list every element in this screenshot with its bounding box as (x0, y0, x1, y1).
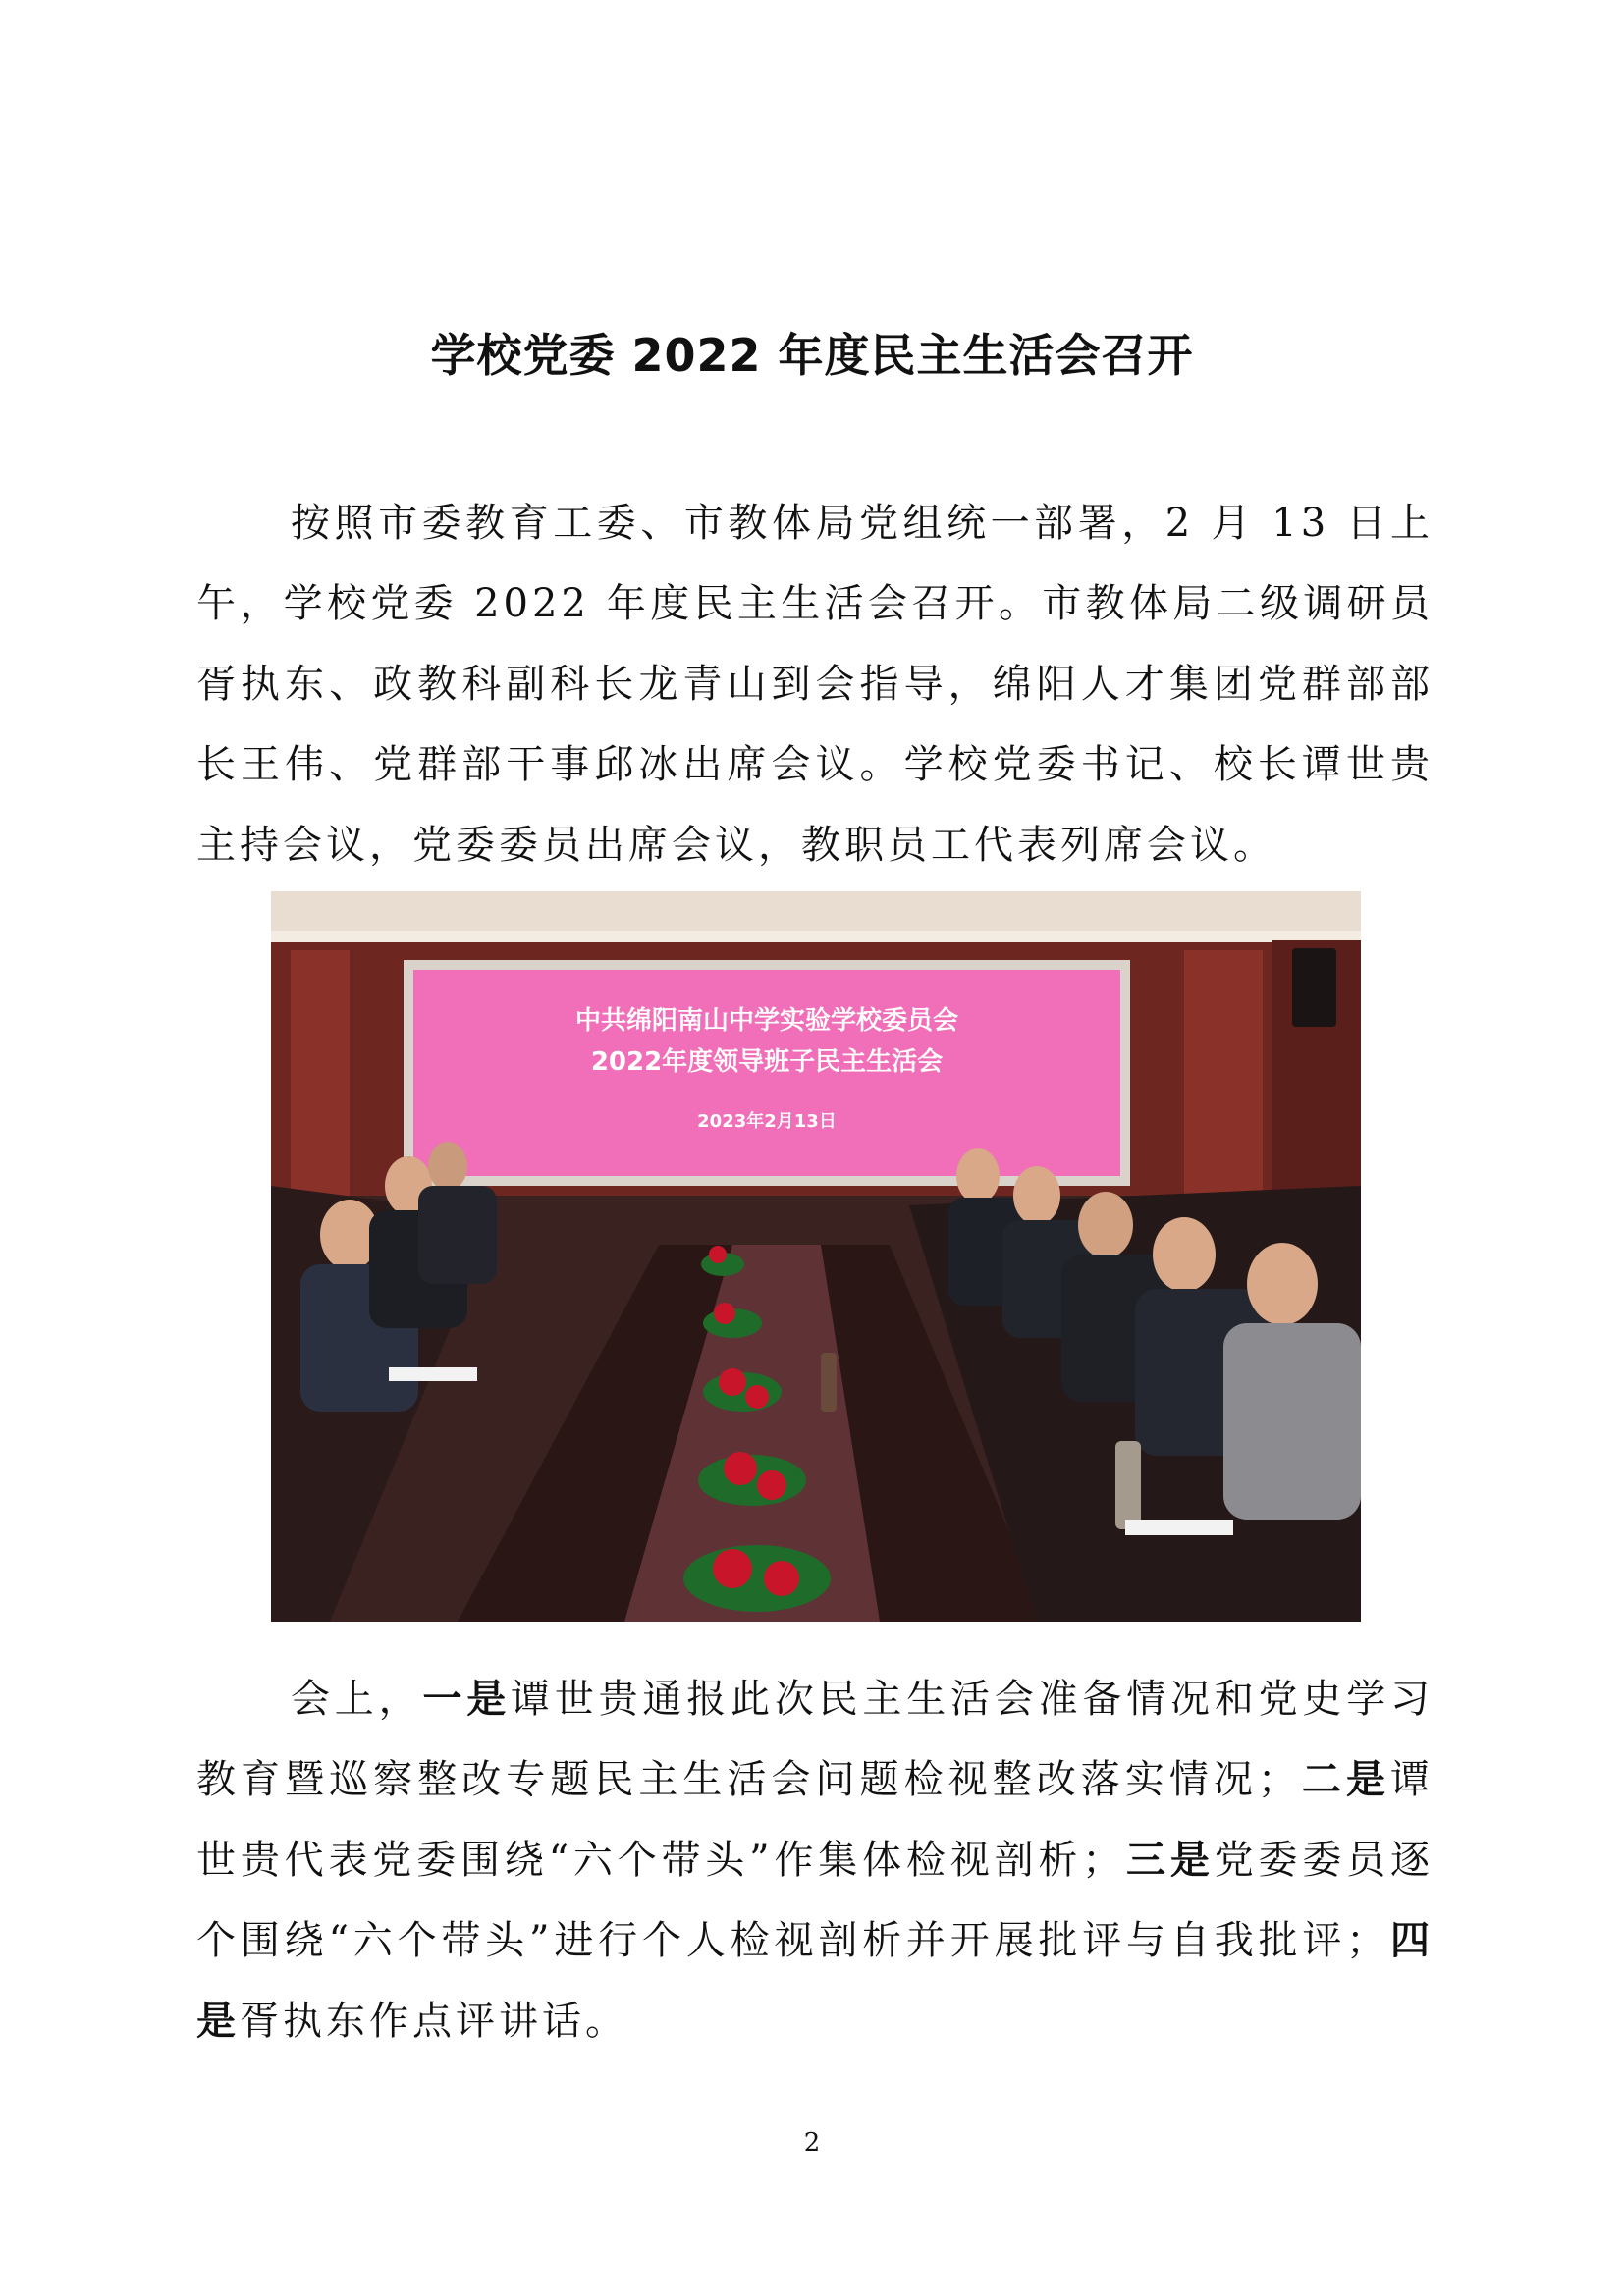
paragraph-1: 按照市委教育工委、市教体局党组统一部署，2 月 13 日上午，学校党委 2022 年度民主生活会召开。市教体局二级调研员胥执东、政教科副科长龙青山到会指导，绵阳人才集团党群部部长王伟、党群部干事邱冰出席会议。学校党委书记、校长谭世贵主持会议，党委委员出席会议，教职员工代表列席会议。 (196, 501, 1434, 868)
paragraph-2-intro: 会上， (291, 1677, 423, 1722)
screen-date: 2023年2月13日 (697, 1111, 837, 1132)
meeting-photo (271, 891, 1361, 1622)
item-2-label: 二是 (1300, 1757, 1391, 1802)
item-3-label: 三是 (1125, 1838, 1215, 1883)
document-title: 学校党委 2022 年度民主生活会召开 (430, 329, 1194, 382)
page-number: 2 (803, 2128, 821, 2158)
item-4-label: 四是 (196, 1918, 1434, 2044)
item-3-text: 党委委员逐个围绕“六个带头”进行个人检视剖析并开展批评与自我批评； (196, 1838, 1435, 1963)
item-2-text: 谭世贵代表党委围绕“六个带头”作集体检视剖析； (196, 1757, 1435, 1883)
paragraph-2 (196, 1659, 1434, 2061)
screen-title-line-1: 中共绵阳南山中学实验学校委员会 (574, 1006, 959, 1036)
screen-title-line-2: 2022年度领导班子民主生活会 (590, 1047, 944, 1077)
item-1-label: 一是 (422, 1677, 512, 1722)
item-4-text: 胥执东作点评讲话。 (240, 1999, 628, 2044)
item-1-text: 谭世贵通报此次民主生活会准备情况和党史学习教育暨巡察整改专题民主生活会问题检视整改落实情况； (196, 1677, 1435, 1802)
